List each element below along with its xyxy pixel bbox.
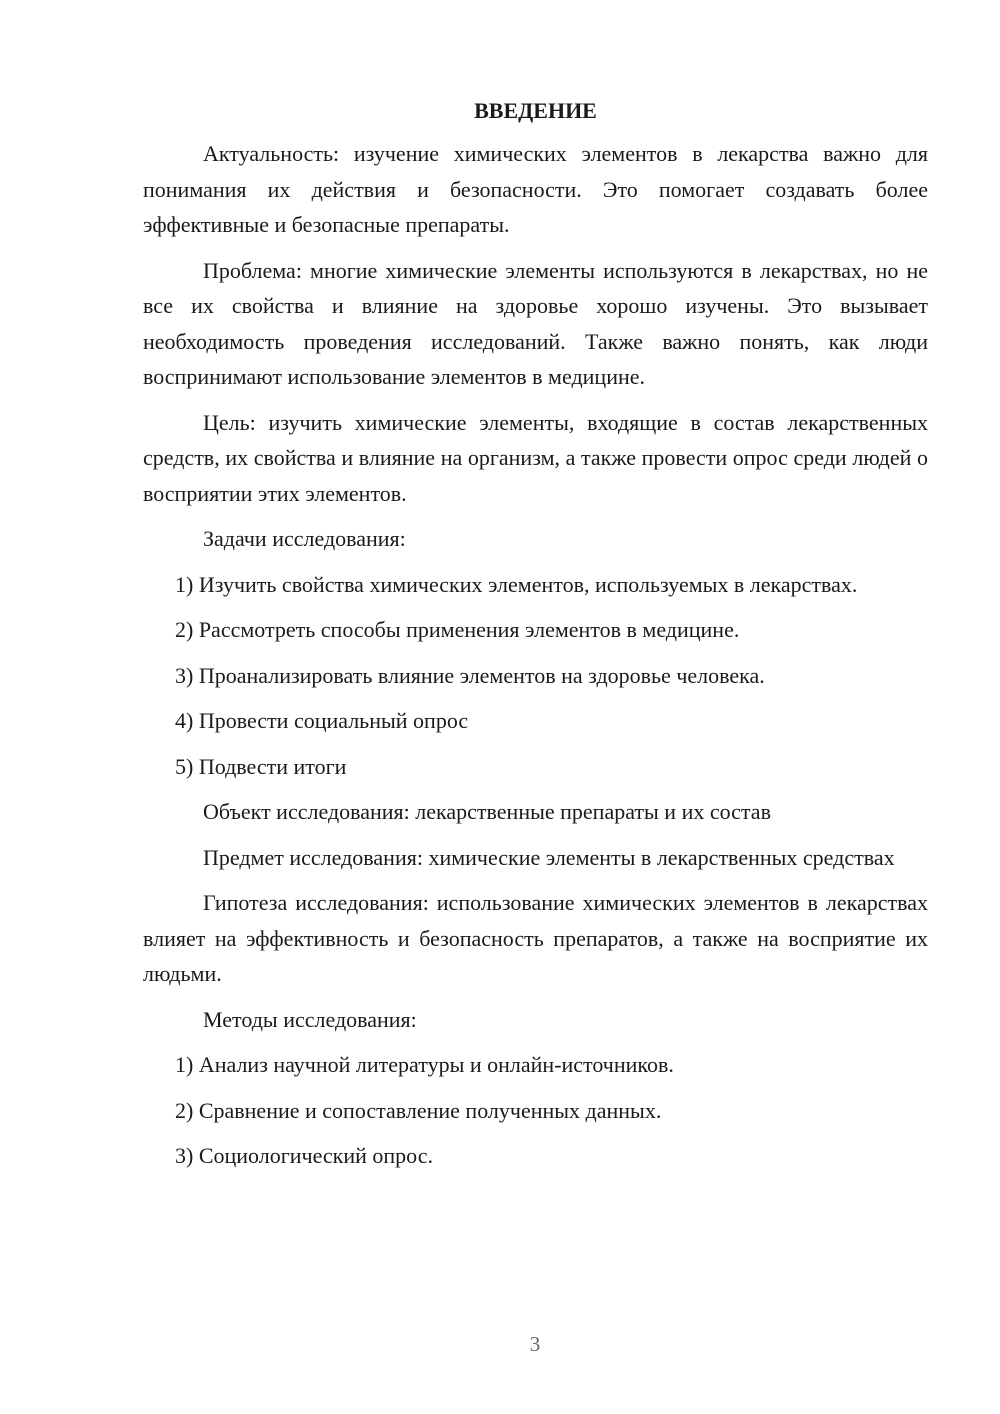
paragraph-goal: Цель: изучить химические элементы, входящие в состав лекарственных средств, их свойства и влияние на организм, а также провести опрос среди людей о восприятии этих элементов. [143, 409, 928, 506]
method-item-3: 3) Социологический опрос. [175, 1143, 433, 1168]
page-number: 3 [529, 1332, 541, 1356]
method-item-1: 1) Анализ научной литературы и онлайн-источников. [175, 1052, 674, 1077]
task-item-3: 3) Проанализировать влияние элементов на здоровье человека. [175, 662, 765, 688]
task-item-1: 1) Изучить свойства химических элементов, используемых в лекарствах. [175, 571, 858, 597]
paragraph-subject: Предмет исследования: химические элементы в лекарственных средствах [203, 844, 895, 870]
section-title: ВВЕДЕНИЕ [474, 98, 597, 123]
paragraph-relevance: Актуальность: изучение химических элементов в лекарства важно для понимания их действия и безопасности. Это помогает создавать более эффективные и безопасные препараты. [143, 141, 928, 237]
paragraph-hypothesis: Гипотеза исследования: использование химических элементов в лекарствах влияет на эффективность и безопасность препаратов, а также на восприятие их людьми. [143, 890, 928, 986]
document-body [143, 95, 928, 1184]
task-item-2: 2) Рассмотреть способы применения элементов в медицине. [175, 617, 740, 642]
task-item-4: 4) Провести социальный опрос [175, 708, 469, 733]
methods-heading: Методы исследования: [203, 1006, 417, 1032]
method-item-2: 2) Сравнение и сопоставление полученных данных. [175, 1097, 662, 1123]
tasks-heading: Задачи исследования: [203, 526, 406, 551]
paragraph-problem: Проблема: многие химические элементы используются в лекарствах, но не все их свойства и влияние на здоровье хорошо изучены. Это вызывает необходимость проведения исследований. Также важно понять, как люди воспринимают использование элементов в медицине. [143, 257, 928, 389]
paragraph-object: Объект исследования: лекарственные препараты и их состав [203, 799, 771, 824]
task-item-5: 5) Подвести итоги [175, 753, 347, 779]
